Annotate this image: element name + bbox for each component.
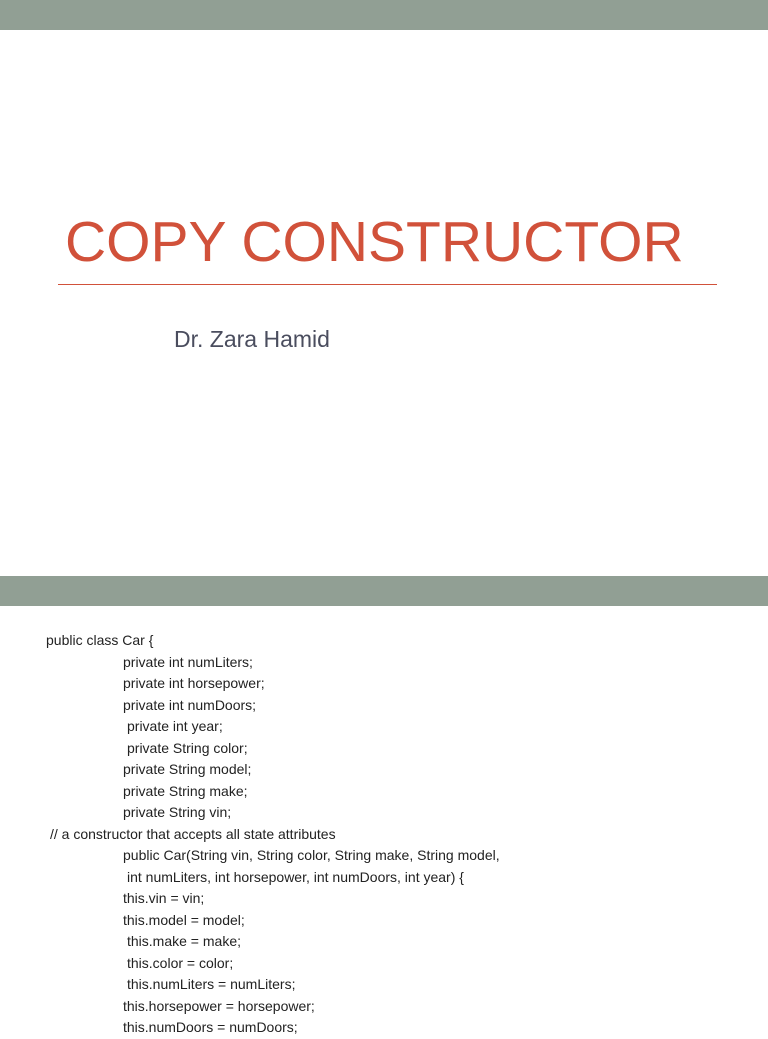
code-line: private String vin; [123,804,232,820]
code-line: private String model; [123,761,252,777]
code-line: private int numLiters; [123,653,253,670]
code-slide [0,606,768,1035]
code-line: private int numDoors; [123,696,257,713]
code-line: private int horsepower; [123,675,265,691]
author-name: Dr. Zara Hamid [174,326,330,352]
title-slide [0,30,768,576]
code-line: this.model = model; [123,911,245,928]
code-line: this.numLiters = numLiters; [127,976,296,992]
slide-separator-band [0,576,768,606]
code-line: this.numDoors = numDoors; [123,1019,298,1035]
top-header-band [0,0,768,30]
title-underline [58,284,717,285]
code-line: this.make = make; [127,933,241,949]
code-line: // a constructor that accepts all state attributes [50,825,336,842]
code-line: public class Car { [46,632,154,648]
code-line: private String color; [127,739,248,756]
slide-title: COPY CONSTRUCTOR [65,210,684,274]
code-block [0,630,768,1039]
code-line: this.horsepower = horsepower; [123,997,315,1014]
code-line: public Car(String vin, String color, String make, String model, [123,847,500,863]
code-line: private String make; [123,782,248,799]
code-line: this.vin = vin; [123,890,205,906]
code-line: int numLiters, int horsepower, int numDoors, int year) { [127,868,464,885]
code-line: this.color = color; [127,954,234,971]
code-line: private int year; [127,718,223,734]
